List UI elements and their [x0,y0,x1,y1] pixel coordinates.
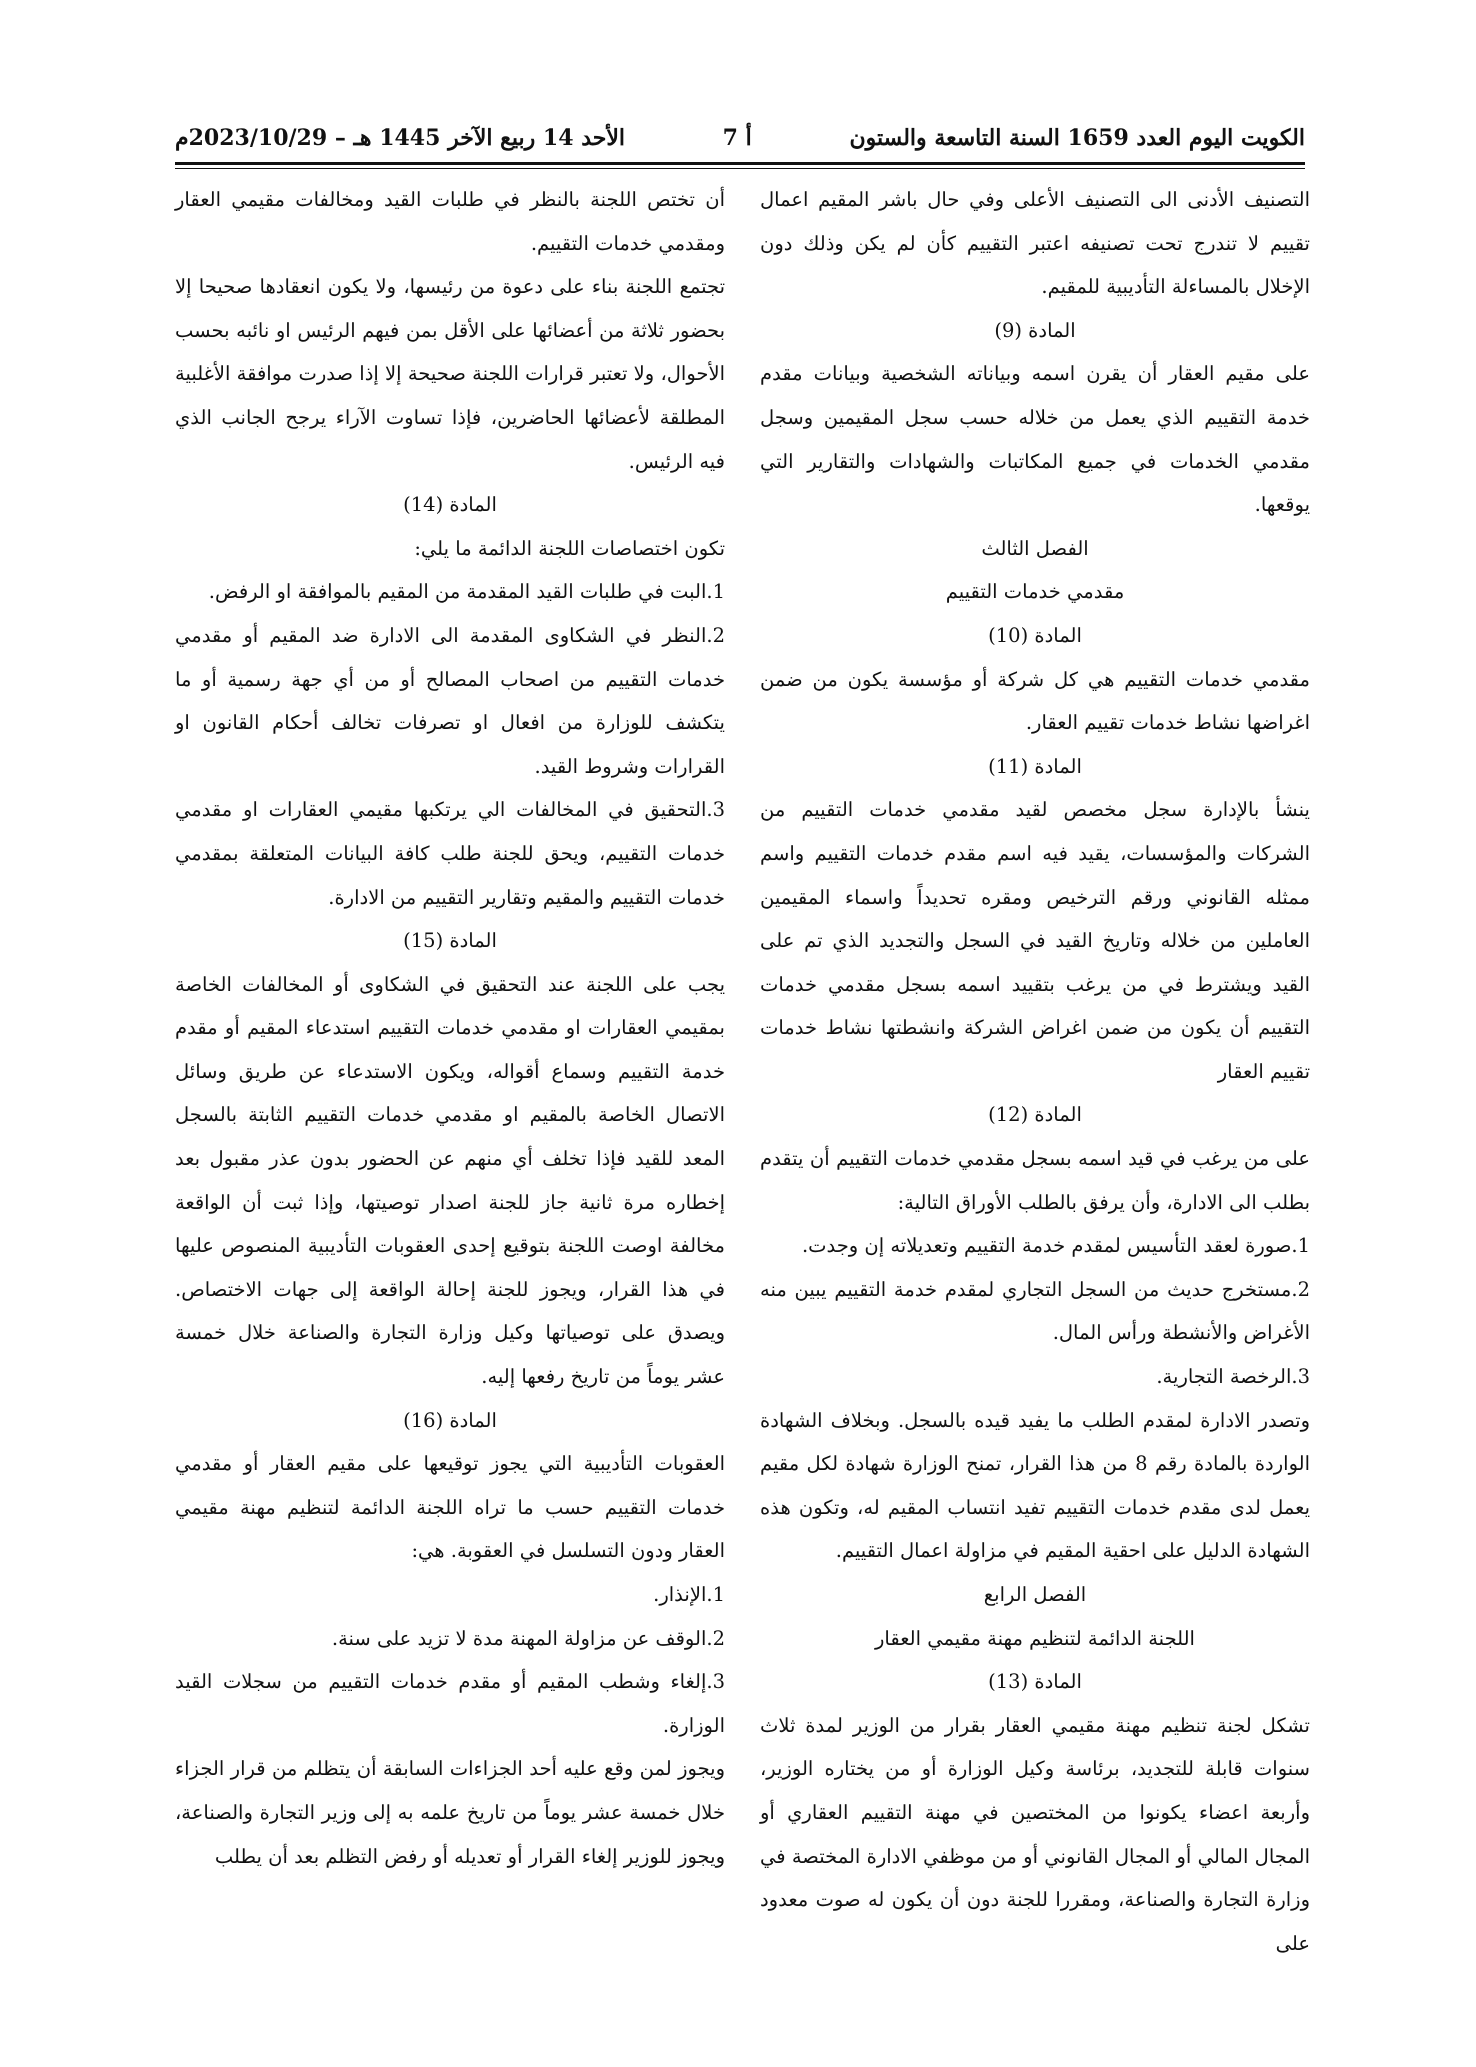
page-header [175,118,1305,158]
paragraph: التصنيف الأدنى الى التصنيف الأعلى وفي حال باشر المقيم اعمال تقييم لا تندرج تحت تصنيفه اعتبر التقييم كأن لم يكن وذلك دون الإخلال بالمساءلة التأديبية للمقيم. [760,188,1310,299]
article-heading: المادة (15) [403,929,497,953]
chapter-heading: الفصل الرابع [983,1583,1087,1606]
header-rule [175,162,1305,165]
paragraph: العقوبات التأديبية التي يجوز توقيعها على مقيم العقار أو مقدمي خدمات التقييم حسب ما تراه اللجنة الدائمة لتنظيم مهنة مقيمي العقار ودون التسلسل في العقوبة. هي: [175,1452,725,1563]
list-item: 2.مستخرج حديث من السجل التجاري لمقدم خدمة التقييم يبين منه الأغراض والأنشطة ورأس المال. [760,1277,1310,1345]
article-heading: المادة (14) [403,493,497,517]
paragraph: يجب على اللجنة عند التحقيق في الشكاوى أو المخالفات الخاصة بمقيمي العقارات او مقدمي خدمات التقييم استدعاء المقيم أو مقدم خدمة التقييم وسماع أقواله، ويكون الاستدعاء عن طريق وسائل الاتصال الخاصة بالمقيم او مقدمي خدمات التقييم الثابتة بالسجل المعد للقيد فإذا تخلف أي منهم عن الحضور بدون عذر مقبول بعد إخطاره مرة ثانية جاز للجنة اصدار توصيتها، وإذا ثبت أن الواقعة مخالفة اوصت اللجنة بتوقيع إحدى العقوبات التأديبية المنصوص عليها في هذا القرار، ويجوز للجنة إحالة الواقعة إلى جهات الاختصاص. ويصدق على توصياتها وكيل وزارة التجارة والصناعة خلال خمسة عشر يوماً من تاريخ رفعها إليه. [175,972,725,1389]
paragraph: ويجوز لمن وقع عليه أحد الجزاءات السابقة أن يتظلم من قرار الجزاء خلال خمسة عشر يوماً من تاريخ علمه به إلى وزير التجارة والصناعة، ويجوز للوزير إلغاء القرار أو تعديله أو رفض التظلم بعد أن يطلب [175,1757,725,1868]
article-heading: المادة (12) [988,1103,1082,1127]
paragraph: أن تختص اللجنة بالنظر في طلبات القيد ومخالفات مقيمي العقار ومقدمي خدمات التقييم. [175,188,725,255]
article-heading: المادة (10) [988,623,1082,647]
chapter-heading: الفصل الثالث [981,536,1089,560]
paragraph: تجتمع اللجنة بناء على دعوة من رئيسها، ولا يكون انعقادها صحيحا إلا بحضور ثلاثة من أعضائها على الأقل بمن فيهم الرئيس او نائبه بحسب الأحوال، ولا تعتبر قرارات اللجنة صحيحة إلا إذا صدرت موافقة الأغلبية المطلقة لأعضائها الحاضرين، فإذا تساوت الآراء يرجح الجانب الذي فيه الرئيس. [175,275,725,473]
article-heading: المادة (13) [988,1670,1082,1694]
issue-date: الأحد 14 ربيع الآخر 1445 هـ – 2023/10/29م [175,125,625,151]
list-item: 3.إلغاء وشطب المقيم أو مقدم خدمات التقييم من سجلات القيد الوزارة. [175,1670,725,1737]
journal-issue: الكويت اليوم العدد 1659 السنة التاسعة والستون [849,125,1305,151]
paragraph: تكون اختصاصات اللجنة الدائمة ما يلي: [414,536,725,560]
paragraph: تشكل لجنة تنظيم مهنة مقيمي العقار بقرار من الوزير لمدة ثلاث سنوات قابلة للتجديد، برئاسة وكيل الوزارة أو من يختاره الوزير، وأربعة اعضاء يكونوا من المختصين في مهنة التقييم العقاري أو المجال المالي أو المجال القانوني أو من موظفي الادارة المختصة في وزارة التجارة والصناعة، ومقررا للجنة دون أن يكون له صوت معدود على [760,1713,1310,1955]
paragraph: على مقيم العقار أن يقرن اسمه وبياناته الشخصية وبيانات مقدم خدمة التقييم الذي يعمل من خلاله حسب سجل المقيمين وسجل مقدمي الخدمات في جميع المكاتبات والشهادات والتقارير التي يوقعها. [760,362,1310,517]
header-rule-thin [175,168,1305,169]
list-item: 1.البت في طلبات القيد المقدمة من المقيم بالموافقة او الرفض. [208,580,725,604]
paragraph: مقدمي خدمات التقييم هي كل شركة أو مؤسسة يكون من ضمن اغراضها نشاط خدمات تقييم العقار. [760,667,1310,735]
right-column [760,178,1310,1965]
list-item: 1.الإنذار. [653,1583,725,1606]
left-column [175,178,725,1878]
paragraph: وتصدر الادارة لمقدم الطلب ما يفيد قيده بالسجل. وبخلاف الشهادة الواردة بالمادة رقم 8 من هذا القرار، تمنح الوزارة شهادة لكل مقيم يعمل لدى مقدم خدمات التقييم تفيد انتساب المقيم له، وتكون هذه الشهادة الدليل على احقية المقيم في مزاولة اعمال التقييم. [760,1408,1311,1563]
list-item: 2.الوقف عن مزاولة المهنة مدة لا تزيد على سنة. [331,1626,725,1650]
list-item: 2.النظر في الشكاوى المقدمة الى الادارة ضد المقيم أو مقدمي خدمات التقييم من اصحاب المصالح أو من أي جهة رسمية أو ما يتكشف للوزارة من افعال او تصرفات تخالف أحكام القانون او القرارات وشروط القيد. [175,623,725,778]
chapter-title: اللجنة الدائمة لتنظيم مهنة مقيمي العقار [875,1626,1195,1650]
article-heading: المادة (11) [988,754,1082,778]
article-heading: المادة (9) [994,318,1076,342]
paragraph: ينشأ بالإدارة سجل مخصص لقيد مقدمي خدمات التقييم من الشركات والمؤسسات، يقيد فيه اسم مقدم خدمات التقييم واسم ممثله القانوني ورقم الترخيص ومقره تحديداً واسماء المقيمين العاملين من خلاله وتاريخ القيد في السجل والتجديد الذي تم على القيد ويشترط في من يرغب بتقييد اسمه بسجل مقدمي خدمات التقييم أن يكون من ضمن اغراض الشركة وانشطتها نشاط خدمات تقييم العقار [760,798,1310,1083]
list-item: 3.الرخصة التجارية. [1156,1365,1310,1389]
list-item: 3.التحقيق في المخالفات الي يرتكبها مقيمي العقارات او مقدمي خدمات التقييم، ويحق للجنة طلب كافة البيانات المتعلقة بمقدمي خدمات التقييم والمقيم وتقارير التقييم من الادارة. [175,798,725,909]
paragraph: على من يرغب في قيد اسمه بسجل مقدمي خدمات التقييم أن يتقدم بطلب الى الادارة، وأن يرفق بالطلب الأوراق التالية: [760,1147,1310,1214]
article-heading: المادة (16) [403,1408,497,1432]
chapter-title: مقدمي خدمات التقييم [945,580,1125,604]
list-item: 1.صورة لعقد التأسيس لمقدم خدمة التقييم وتعديلاته إن وجدت. [801,1234,1310,1258]
page-number: أ 7 [722,125,752,151]
